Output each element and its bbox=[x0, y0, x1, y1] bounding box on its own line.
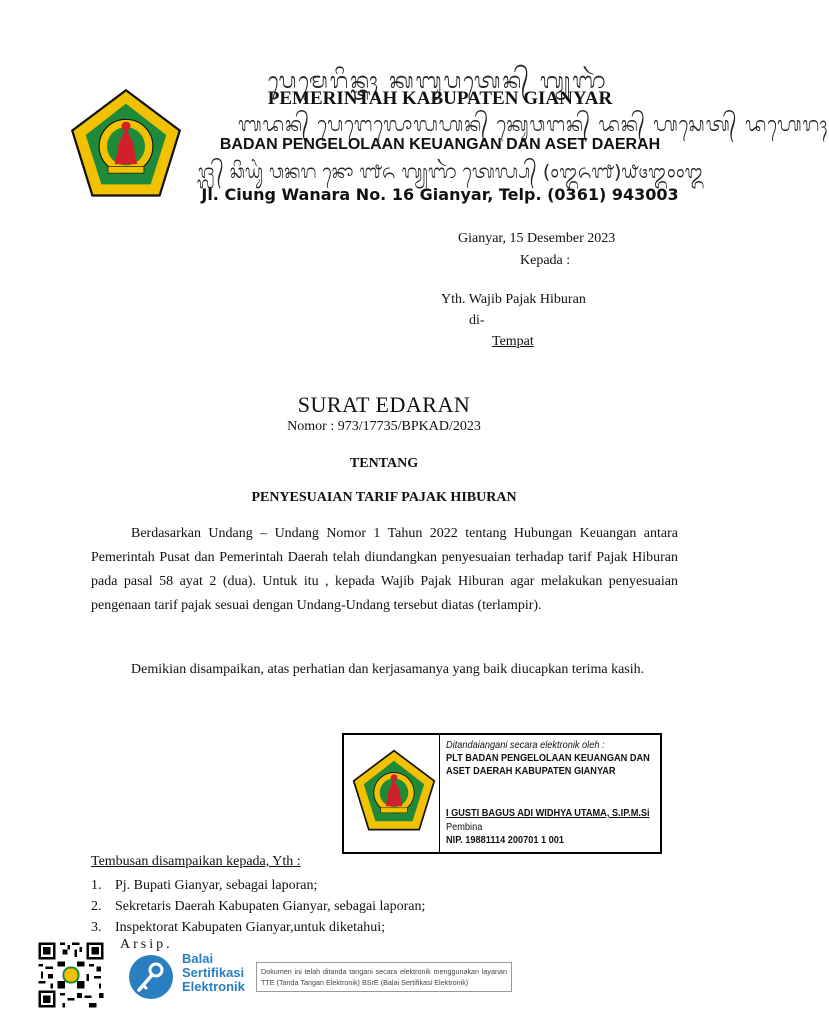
archive-note: Arsip. bbox=[120, 937, 173, 952]
document-title: SURAT EDARAN bbox=[297, 392, 471, 417]
signer-rank: Pembina bbox=[446, 822, 483, 833]
electronic-signature-disclaimer: Dokumen ini telah ditanda tangani secara elektronik menggunakan layanan TTE (Tanda Tangan Elektronik) BSrE (Balai Sertifikasi Elektronik) bbox=[256, 962, 512, 992]
qr-code-icon bbox=[36, 940, 106, 1010]
recipient-name: Yth. Wajib Pajak Hiburan bbox=[441, 292, 586, 307]
signature-divider bbox=[439, 735, 440, 852]
government-name: PEMERINTAH KABUPATEN GIANYAR bbox=[267, 88, 613, 109]
document-number: Nomor : 973/17735/BPKAD/2023 bbox=[287, 419, 481, 434]
kepada-label: Kepada : bbox=[520, 253, 571, 268]
signer-position-line-1: PLT BADAN PENGELOLAAN KEUANGAN DAN bbox=[446, 753, 650, 764]
cc-heading: Tembusan disampaikan kepada, Yth : bbox=[91, 854, 301, 869]
list-item: 3. Inspektorat Kabupaten Gianyar,untuk diketahui; bbox=[91, 920, 386, 935]
bsre-name-line-2: Sertifikasi bbox=[182, 965, 245, 980]
list-item: 2. Sekretaris Daerah Kabupaten Gianyar, sebagai laporan; bbox=[91, 899, 426, 914]
subject-heading: PENYESUAIAN TARIF PAJAK HIBURAN bbox=[251, 490, 517, 505]
agency-name: BADAN PENGELOLAAN KEUANGAN DAN ASET DAERAH bbox=[219, 136, 661, 153]
cc-list bbox=[91, 875, 425, 938]
bsre-key-icon bbox=[126, 952, 176, 1002]
signer-nip: NIP. 19881114 200701 1 001 bbox=[446, 835, 565, 846]
signature-caption: Ditandaiangani secara elektronik oleh : bbox=[446, 740, 605, 751]
list-item: 1. Pj. Bupati Gianyar, sebagai laporan; bbox=[91, 878, 318, 893]
bsre-name-line-1: Balai bbox=[182, 951, 214, 966]
recipient-di: di- bbox=[469, 313, 485, 328]
electronic-signature-box bbox=[342, 733, 662, 854]
body-paragraph-1: Berdasarkan Undang – Undang Nomor 1 Tahun 2022 tentang Hubungan Keuangan antara Pemerintah Pusat dan Pemerintah Daerah telah diundangkan penyesuaian terhadap tarif Pajak Hiburan pada pasal 58 ayat 2 (dua). Untuk itu , kepada Wajib Pajak Hiburan agar melakukan penyesuaian pengenaan tarif pajak sesuai dengan Undang-Undang tersebut diatas (terlampir). bbox=[91, 526, 678, 613]
letter-date: Gianyar, 15 Desember 2023 bbox=[458, 231, 616, 246]
bsre-name-line-3: Elektronik bbox=[182, 979, 245, 994]
recipient-place: Tempat bbox=[492, 334, 534, 349]
gianyar-emblem-small-logo bbox=[352, 741, 436, 841]
balinese-script-line-2: ᬩᬤᬦ᭄ ᬧᬾᬗᬾᬮᭀᬮᬳᬦ᭄ ᬓᬾᬸᬯᬗᬦ᭄ ᬤᬦ᭄ ᬳᬲᬾᬢ᭄ ᬤᬳᬾᬭᬄ bbox=[238, 112, 829, 136]
signer-name: I GUSTI BAGUS ADI WIDHYA UTAMA, S.IP.M.Si bbox=[446, 808, 650, 819]
gianyar-emblem-logo bbox=[70, 88, 182, 200]
balinese-script-line-1: ᬧᬾᬫᬾᬭᬶᬦ᭄ᬢᬄ ᬓᬩᬸᬧᬢᬾᬦ᭄ ᬕ᭄ᬬᬜᬃ bbox=[268, 69, 608, 94]
signer-position-line-2: ASET DAERAH KABUPATEN GIANYAR bbox=[446, 766, 616, 777]
balinese-script-line-3: ᬚ᭄ᬮ᭄ ᬘᬶᬬᬸᬂ ᬯᬦᬭ ᬦᭀ ᭑᭖ ᬕ᭄ᬬᬜᬃ ᬢᬾᬮ᭄ᬧ᭄ (᭐᭓᭖᭑)᭙᭔᭓᭐᭐᭓ bbox=[198, 161, 704, 183]
tentang-heading: TENTANG bbox=[349, 456, 419, 471]
office-address: Jl. Ciung Wanara No. 16 Gianyar, Telp. (0361) 943003 bbox=[201, 185, 679, 204]
body-paragraph-2: Demikian disampaikan, atas perhatian dan kerjasamanya yang baik diucapkan terima kasih. bbox=[131, 662, 645, 677]
